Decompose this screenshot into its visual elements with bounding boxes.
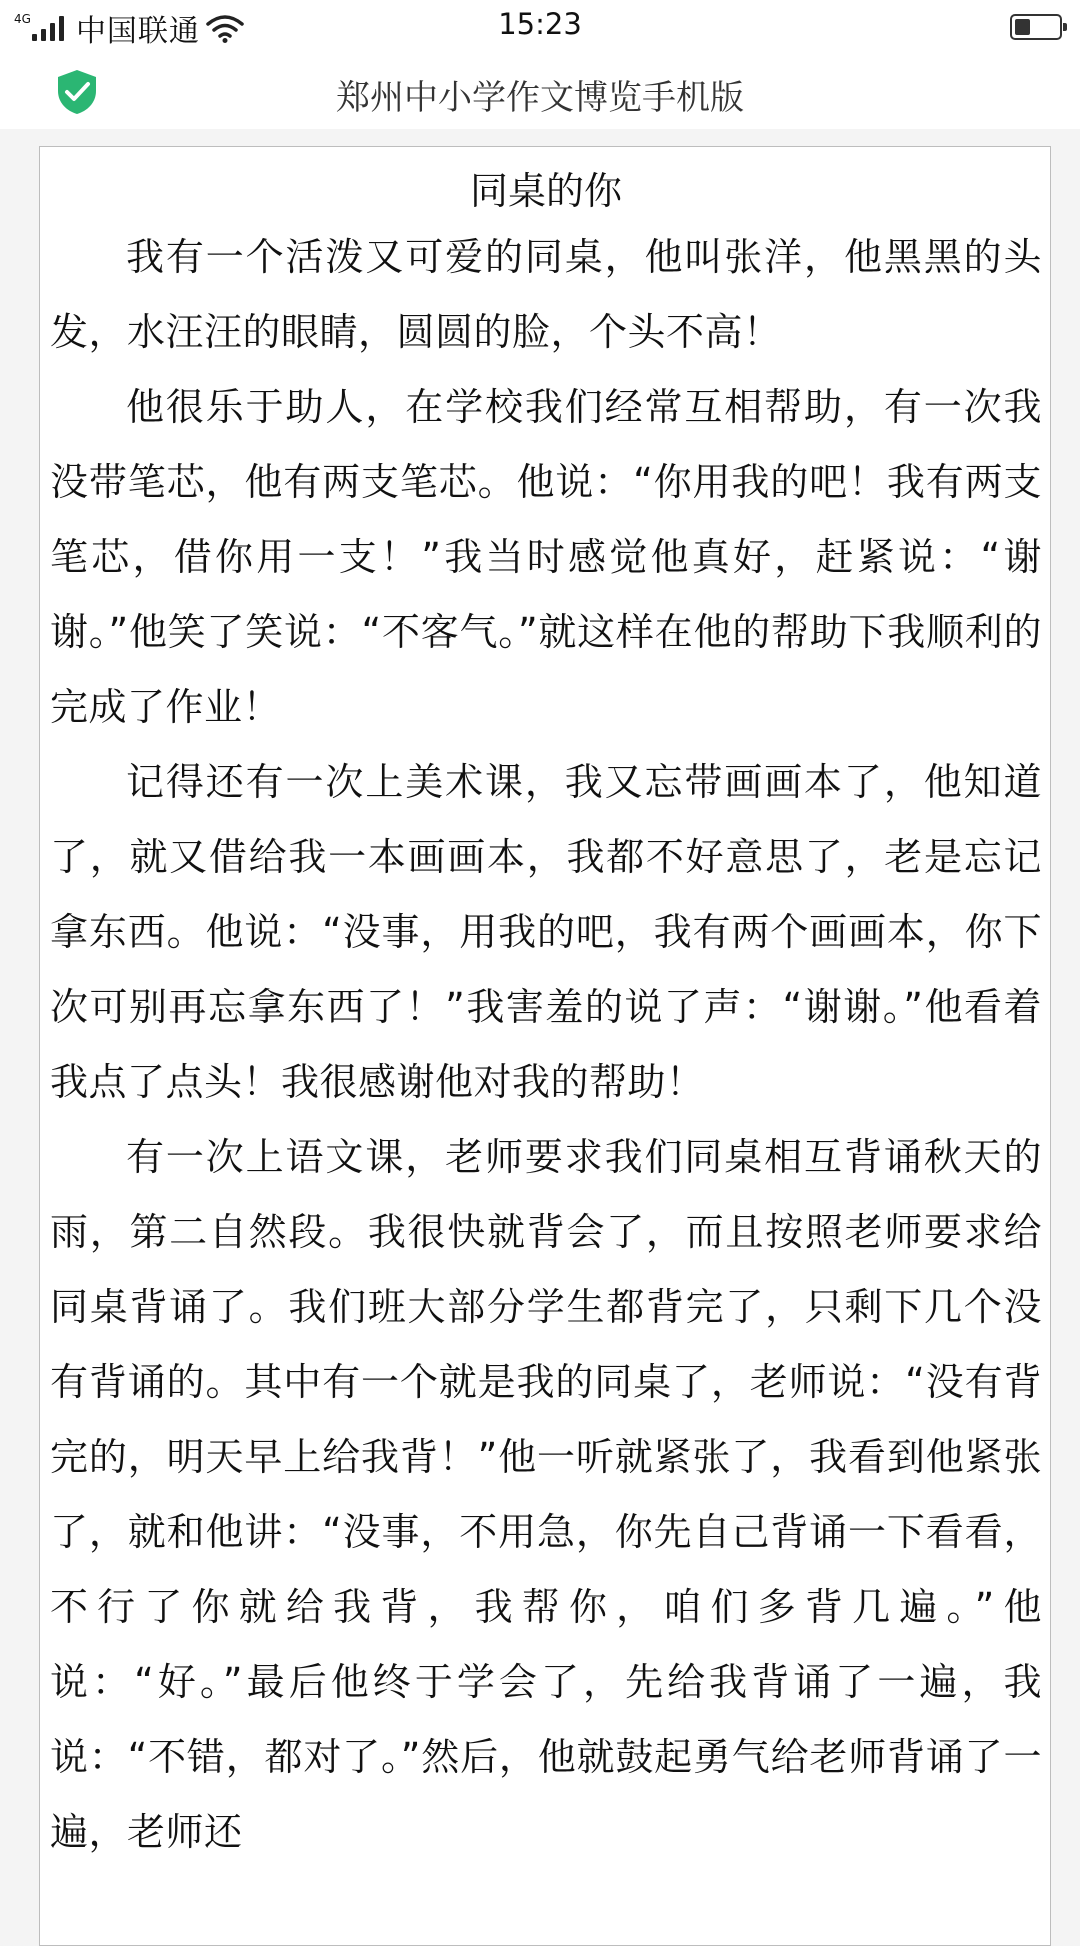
article-title: 同桌的你 (469, 169, 622, 213)
carrier-name: 中国联通 (75, 14, 200, 49)
article-paragraph: 有一次上语文课，老师要求我们同桌相互背诵秋天的雨，第二自然段。我很快就背会了，而且按照老师要求给同桌背诵了。我们班大部分学生都背完了，只剩下几个没有背诵的。其中有一个就是我的同桌了，老师说：“没有背完的，明天早上给我背！”他一听就紧张了，我看到他紧张了，就和他讲：“没事，不用急，你先自己背诵一下看看，不行了你就给我背，我帮你，咱们多背几遍。”他说：“好。”最后他终于学会了，先给我背诵了一遍，我说：“不错，都对了。”然后，他就鼓起勇气给老师背诵了一遍，老师还 (50, 1135, 1042, 1854)
article-paragraph: 记得还有一次上美术课，我又忘带画画本了，他知道了，就又借给我一本画画本，我都不好意思了，老是忘记拿东西。他说：“没事，用我的吧，我有两个画画本，你下次可别再忘拿东西了！”我害羞的说了声：“谢谢。”他看着我点了点头！我很感谢他对我的帮助！ (50, 760, 1042, 1104)
status-time: 15:23 (498, 7, 582, 41)
article-container (39, 146, 1051, 1946)
battery-icon (1010, 14, 1062, 40)
battery-level (1015, 19, 1030, 35)
page-title[interactable]: 郑州中小学作文博览手机版 (336, 78, 744, 118)
article-paragraph: 他很乐于助人，在学校我们经常互相帮助，有一次我没带笔芯，他有两支笔芯。他说：“你用我的吧！我有两支笔芯，借你用一支！”我当时感觉他真好，赶紧说：“谢谢。”他笑了笑说：“不客气。”就这样在他的帮助下我顺利的完成了作业！ (50, 385, 1042, 729)
article-paragraph: 我有一个活泼又可爱的同桌，他叫张洋，他黑黑的头发，水汪汪的眼睛，圆圆的脸，个头不高！ (50, 235, 1042, 354)
network-type: 4G (14, 12, 31, 26)
status-bar (0, 0, 1080, 55)
browser-title-bar[interactable] (0, 55, 1080, 129)
